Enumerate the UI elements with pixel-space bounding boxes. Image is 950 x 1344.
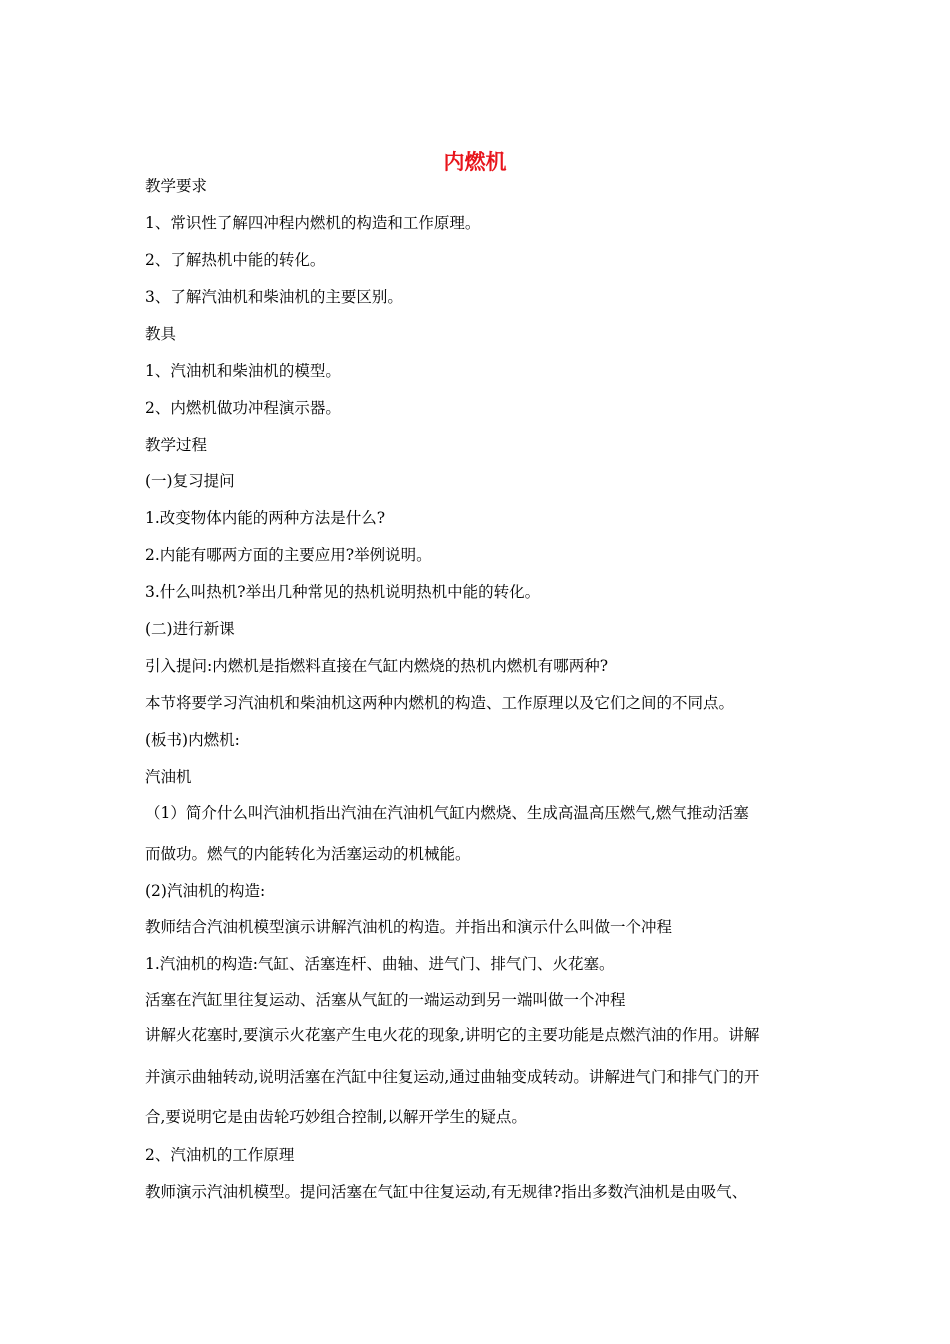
heading-teaching-requirements: 教学要求 bbox=[145, 177, 208, 195]
text-line: 1、常识性了解四冲程内燃机的构造和工作原理。 bbox=[145, 214, 481, 232]
section-review-questions: (一)复习提问 bbox=[145, 472, 235, 490]
text-line: 而做功。燃气的内能转化为活塞运动的机械能。 bbox=[145, 845, 471, 863]
text-line: 并演示曲轴转动,说明活塞在汽缸中往复运动,通过曲轴变成转动。讲解进气门和排气门的开 bbox=[145, 1068, 760, 1086]
text-line: (板书)内燃机: bbox=[145, 731, 240, 749]
text-line: 本节将要学习汽油机和柴油机这两种内燃机的构造、工作原理以及它们之间的不同点。 bbox=[145, 694, 735, 712]
text-line: 2、内燃机做功冲程演示器。 bbox=[145, 399, 341, 417]
text-line: 引入提问:内燃机是指燃料直接在气缸内燃烧的热机内燃机有哪两种? bbox=[145, 657, 609, 675]
text-line: 1.汽油机的构造:气缸、活塞连杆、曲轴、进气门、排气门、火花塞。 bbox=[145, 955, 615, 973]
text-line: 2.内能有哪两方面的主要应用?举例说明。 bbox=[145, 546, 432, 564]
text-line: (2)汽油机的构造: bbox=[145, 882, 266, 900]
heading-teaching-aids: 教具 bbox=[145, 325, 177, 343]
text-line: 教师结合汽油机模型演示讲解汽油机的构造。并指出和演示什么叫做一个冲程 bbox=[145, 918, 673, 936]
text-line: （1）简介什么叫汽油机指出汽油在汽油机气缸内燃烧、生成高温高压燃气,燃气推动活塞 bbox=[145, 804, 749, 822]
text-line: 1.改变物体内能的两种方法是什么? bbox=[145, 509, 386, 527]
text-line: 1、汽油机和柴油机的模型。 bbox=[145, 362, 341, 380]
text-line: 2、汽油机的工作原理 bbox=[145, 1146, 295, 1164]
text-line: 讲解火花塞时,要演示火花塞产生电火花的现象,讲明它的主要功能是点燃汽油的作用。讲解 bbox=[145, 1026, 760, 1044]
text-line: 3.什么叫热机?举出几种常见的热机说明热机中能的转化。 bbox=[145, 583, 541, 601]
text-line: 3、了解汽油机和柴油机的主要区别。 bbox=[145, 288, 403, 306]
heading-teaching-process: 教学过程 bbox=[145, 436, 208, 454]
document-title: 内燃机 bbox=[443, 150, 507, 174]
text-line: 教师演示汽油机模型。提问活塞在气缸中往复运动,有无规律?指出多数汽油机是由吸气、 bbox=[145, 1183, 748, 1201]
heading-gasoline-engine: 汽油机 bbox=[145, 768, 192, 786]
text-line: 活塞在汽缸里往复运动、活塞从气缸的一端运动到另一端叫做一个冲程 bbox=[145, 991, 626, 1009]
section-new-lesson: (二)进行新课 bbox=[145, 620, 235, 638]
text-line: 合,要说明它是由齿轮巧妙组合控制,以解开学生的疑点。 bbox=[145, 1108, 527, 1126]
text-line: 2、了解热机中能的转化。 bbox=[145, 251, 326, 269]
